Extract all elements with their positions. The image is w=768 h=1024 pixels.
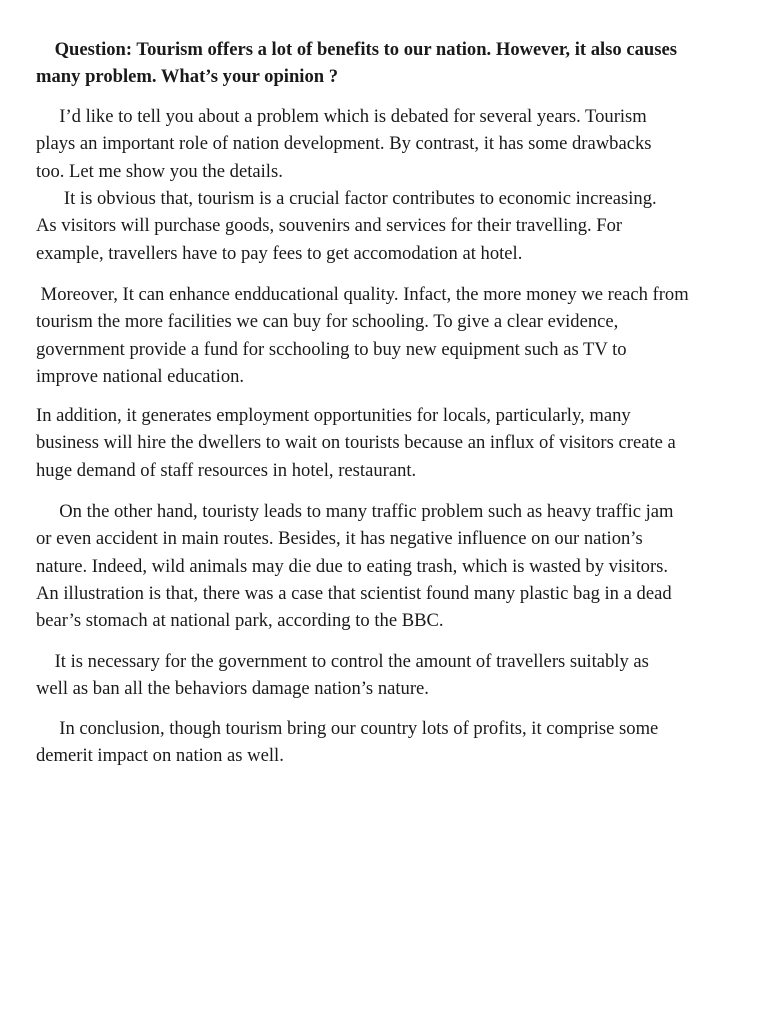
paragraph-drawbacks: On the other hand, touristy leads to many traffic problem such as heavy traffic jam or even accident in main routes. Besides, it has negative influence on our nation’s nature. Indeed, wild animals may die due to eating trash, which is wasted by visitors. An illustration is that, there was a case that scientist found many plastic bag in a dead bear’s stomach at national park, according to the BBC. [36,501,674,632]
paragraph-economic-benefit: It is obvious that, tourism is a crucial factor contributes to economic increasing. As visitors will purchase goods, souvenirs and services for their travelling. For example, travellers have to pay fees to get accomodation at hotel. [36,188,657,264]
question-heading: Question: Tourism offers a lot of benefits to our nation. However, it also causes many problem. What’s your opinion ? [36,39,677,88]
paragraph-education-benefit: Moreover, It can enhance endducational quality. Infact, the more money we reach from tourism the more facilities we can buy for schooling. To give a clear evidence, government provide a fund for scchooling to buy new equipment such as TV to improve national education. [36,284,689,387]
paragraph-solution: It is necessary for the government to control the amount of travellers suitably as well as ban all the behaviors damage nation’s nature. [36,651,649,700]
paragraph-employment-benefit: In addition, it generates employment opportunities for locals, particularly, many business will hire the dwellers to wait on tourists because an influx of visitors create a huge demand of staff resources in hotel, restaurant. [36,405,676,481]
paragraph-introduction: I’d like to tell you about a problem which is debated for several years. Tourism plays an important role of nation development. By contrast, it has some drawbacks too. Let me show you the details. [36,106,652,182]
paragraph-conclusion: In conclusion, though tourism bring our country lots of profits, it comprise some demerit impact on nation as well. [36,718,659,767]
